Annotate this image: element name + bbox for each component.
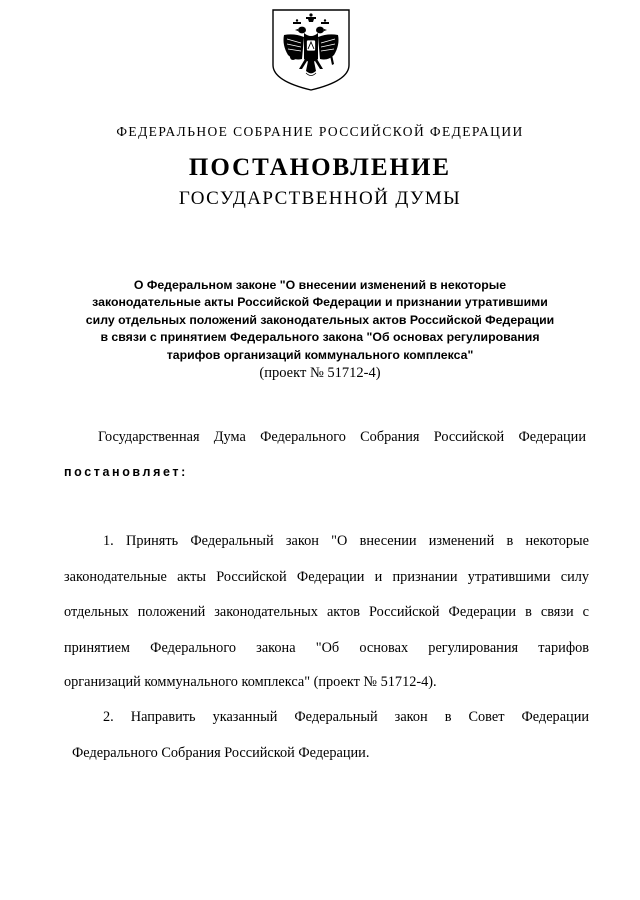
item-1-line: организаций коммунального комплекса" (проект № 51712-4). [64, 674, 437, 690]
project-number: (проект № 51712-4) [259, 365, 381, 381]
decree-subtitle: ГОСУДАРСТВЕННОЙ ДУМЫ [178, 188, 462, 209]
federal-assembly-header: ФЕДЕРАЛЬНОЕ СОБРАНИЕ РОССИЙСКОЙ ФЕДЕРАЦИИ [116, 124, 524, 139]
decree-about [40, 277, 600, 364]
decree-title: ПОСТАНОВЛЕНИЕ [188, 154, 452, 181]
decree-about-line: силу отдельных положений законодательных актов Российской Федерации [85, 312, 555, 327]
item-1-line: принятием Федерального закона "Об основах регулирования тарифов [64, 640, 589, 656]
decree-about-line: законодательные акты Российской Федерации и признании утратившими [92, 295, 548, 310]
decree-about-line: в связи с принятием Федерального закона "Об основах регулирования [100, 330, 540, 345]
resolves-word: постановляет: [64, 465, 188, 479]
state-emblem [271, 9, 351, 91]
decree-about-line: О Федеральном законе "О внесении изменений в некоторые [133, 278, 507, 292]
item-2-line: Федерального Собрания Российской Федерации. [72, 745, 370, 761]
preamble: Государственная Дума Федерального Собрания Российской Федерации [98, 429, 586, 445]
item-1-line: законодательные акты Российской Федерации и признании утратившими силу [64, 569, 589, 585]
item-1-line: 1. Принять Федеральный закон "О внесении изменений в некоторые [103, 533, 589, 549]
decree-about-line: тарифов организаций коммунального комплекса" [166, 347, 474, 362]
item-1-line: отдельных положений законодательных актов Российской Федерации в связи с [64, 604, 589, 620]
item-2-line: 2. Направить указанный Федеральный закон в Совет Федерации [103, 709, 589, 725]
